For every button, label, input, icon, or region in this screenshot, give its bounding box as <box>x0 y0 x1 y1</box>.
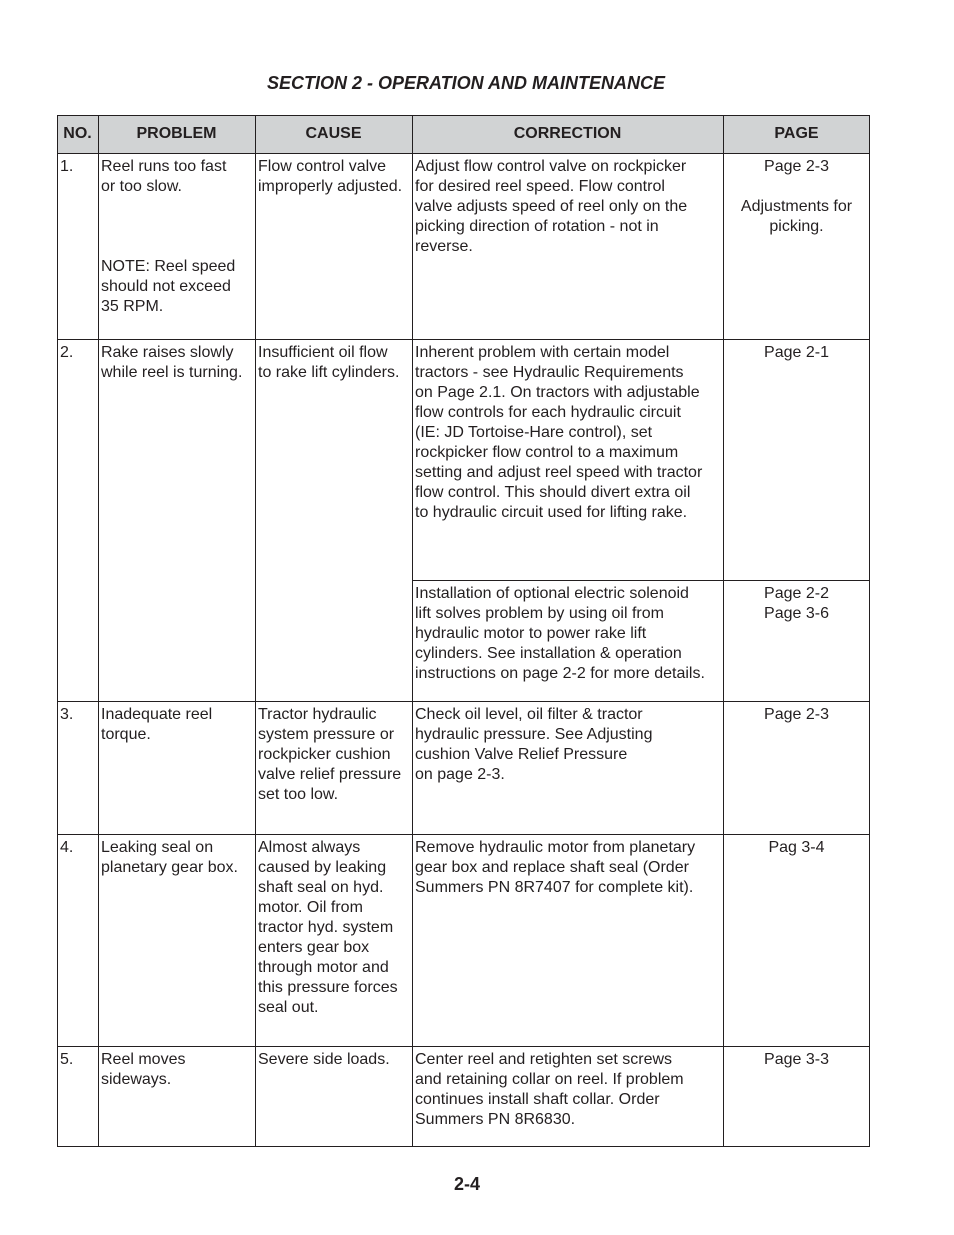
page-reference: Page 2-3 <box>764 706 829 723</box>
correction-text: and retaining collar on reel. If problem <box>415 1071 684 1088</box>
page-reference: Page 3-3 <box>764 1051 829 1068</box>
cause-text: improperly adjusted. <box>258 178 403 195</box>
correction-text: lift solves problem by using oil from <box>415 605 664 622</box>
correction-text: to hydraulic circuit used for lifting rake. <box>415 504 688 521</box>
correction-text: (IE: JD Tortoise-Hare control), set <box>415 424 653 441</box>
problem-text: Leaking seal on <box>101 839 214 856</box>
problem-text: Inadequate reel <box>101 706 213 723</box>
row-divider <box>57 339 870 340</box>
column-divider <box>412 115 413 1147</box>
table-header <box>57 115 870 153</box>
correction-text: Summers PN 8R6830. <box>415 1111 576 1128</box>
correction-text: cushion Valve Relief Pressure <box>415 746 628 763</box>
cause-text: motor. Oil from <box>258 899 363 916</box>
cause-text: caused by leaking <box>258 859 387 876</box>
table-border-top <box>57 115 870 116</box>
column-divider <box>723 115 724 1147</box>
correction-text: Adjust flow control valve on rockpicker <box>415 158 687 175</box>
column-header-cause: CAUSE <box>305 125 362 142</box>
problem-text: while reel is turning. <box>101 364 243 381</box>
cause-text: Severe side loads. <box>258 1051 390 1068</box>
row-divider <box>57 834 870 835</box>
correction-text: Inherent problem with certain model <box>415 344 670 361</box>
column-header-correction: CORRECTION <box>513 125 622 142</box>
problem-note: NOTE: Reel speed <box>101 258 236 275</box>
cause-text: rockpicker cushion <box>258 746 391 763</box>
correction-text: valve adjusts speed of reel only on the <box>415 198 688 215</box>
correction-text: Summers PN 8R7407 for complete kit). <box>415 879 694 896</box>
cause-text: set too low. <box>258 786 339 803</box>
column-header-page: PAGE <box>774 125 819 142</box>
page-reference: Page 2-3 <box>764 158 829 175</box>
cause-text: this pressure forces <box>258 979 398 996</box>
cause-text: Flow control valve <box>258 158 387 175</box>
row-number: 5. <box>60 1051 74 1068</box>
correction-text: Remove hydraulic motor from planetary <box>415 839 696 856</box>
correction-text: Center reel and retighten set screws <box>415 1051 673 1068</box>
problem-text: Reel moves <box>101 1051 186 1068</box>
troubleshooting-table <box>57 115 870 1147</box>
row-number: 1. <box>60 158 74 175</box>
table-border-right <box>869 115 870 1147</box>
cause-text: through motor and <box>258 959 389 976</box>
problem-note: should not exceed <box>101 278 231 295</box>
correction-text: hydraulic pressure. See Adjusting <box>415 726 653 743</box>
column-header-no: NO. <box>63 125 92 142</box>
column-header-problem: PROBLEM <box>136 125 217 142</box>
cause-text: Tractor hydraulic <box>258 706 377 723</box>
row-number: 3. <box>60 706 74 723</box>
correction-text: Check oil level, oil filter & tractor <box>415 706 643 723</box>
column-divider <box>255 115 256 1147</box>
correction-text: cylinders. See installation & operation <box>415 645 682 662</box>
problem-text: Reel runs too fast <box>101 158 227 175</box>
problem-note: 35 RPM. <box>101 298 164 315</box>
correction-text: hydraulic motor to power rake lift <box>415 625 647 642</box>
correction-text: on Page 2.1. On tractors with adjustable <box>415 384 700 401</box>
page-reference: Pag 3-4 <box>768 839 825 856</box>
cause-text: shaft seal on hyd. <box>258 879 384 896</box>
correction-text: setting and adjust reel speed with tractor <box>415 464 703 481</box>
problem-text: planetary gear box. <box>101 859 238 876</box>
cause-text: to rake lift cylinders. <box>258 364 400 381</box>
correction-text: on page 2-3. <box>415 766 505 783</box>
row-number: 2. <box>60 344 74 361</box>
correction-text: instructions on page 2-2 for more details. <box>415 665 705 682</box>
cause-text: valve relief pressure <box>258 766 402 783</box>
row-number: 4. <box>60 839 74 856</box>
cause-text: tractor hyd. system <box>258 919 394 936</box>
page-number: 2-4 <box>453 1174 480 1194</box>
problem-text: Rake raises slowly <box>101 344 234 361</box>
section-title: SECTION 2 - OPERATION AND MAINTENANCE <box>266 73 665 93</box>
cause-text: Insufficient oil flow <box>258 344 388 361</box>
page-reference: Page 2-1 <box>764 344 829 361</box>
page-reference: Page 3-6 <box>764 605 829 622</box>
row-divider <box>57 701 870 702</box>
page-reference: Adjustments for <box>740 198 853 215</box>
correction-text: gear box and replace shaft seal (Order <box>415 859 689 876</box>
subrow-divider <box>412 580 870 581</box>
correction-text: reverse. <box>415 238 473 255</box>
cause-text: system pressure or <box>258 726 395 743</box>
page-reference: picking. <box>769 218 824 235</box>
correction-text: flow controls for each hydraulic circuit <box>415 404 681 421</box>
cause-text: seal out. <box>258 999 319 1016</box>
cause-text: enters gear box <box>258 939 370 956</box>
page-reference: Page 2-2 <box>764 585 829 602</box>
cause-text: Almost always <box>258 839 361 856</box>
correction-text: for desired reel speed. Flow control <box>415 178 665 195</box>
correction-text: picking direction of rotation - not in <box>415 218 659 235</box>
correction-text: tractors - see Hydraulic Requirements <box>415 364 684 381</box>
correction-text: flow control. This should divert extra oil <box>415 484 691 501</box>
header-divider <box>57 153 870 154</box>
column-divider <box>98 115 99 1147</box>
correction-text: Installation of optional electric solenoid <box>415 585 689 602</box>
correction-text: continues install shaft collar. Order <box>415 1091 660 1108</box>
row-divider <box>57 1046 870 1047</box>
table-border-left <box>57 115 58 1147</box>
problem-text: torque. <box>101 726 151 743</box>
table-border-bottom <box>57 1146 870 1147</box>
problem-text: or too slow. <box>101 178 182 195</box>
correction-text: rockpicker flow control to a maximum <box>415 444 679 461</box>
problem-text: sideways. <box>101 1071 172 1088</box>
